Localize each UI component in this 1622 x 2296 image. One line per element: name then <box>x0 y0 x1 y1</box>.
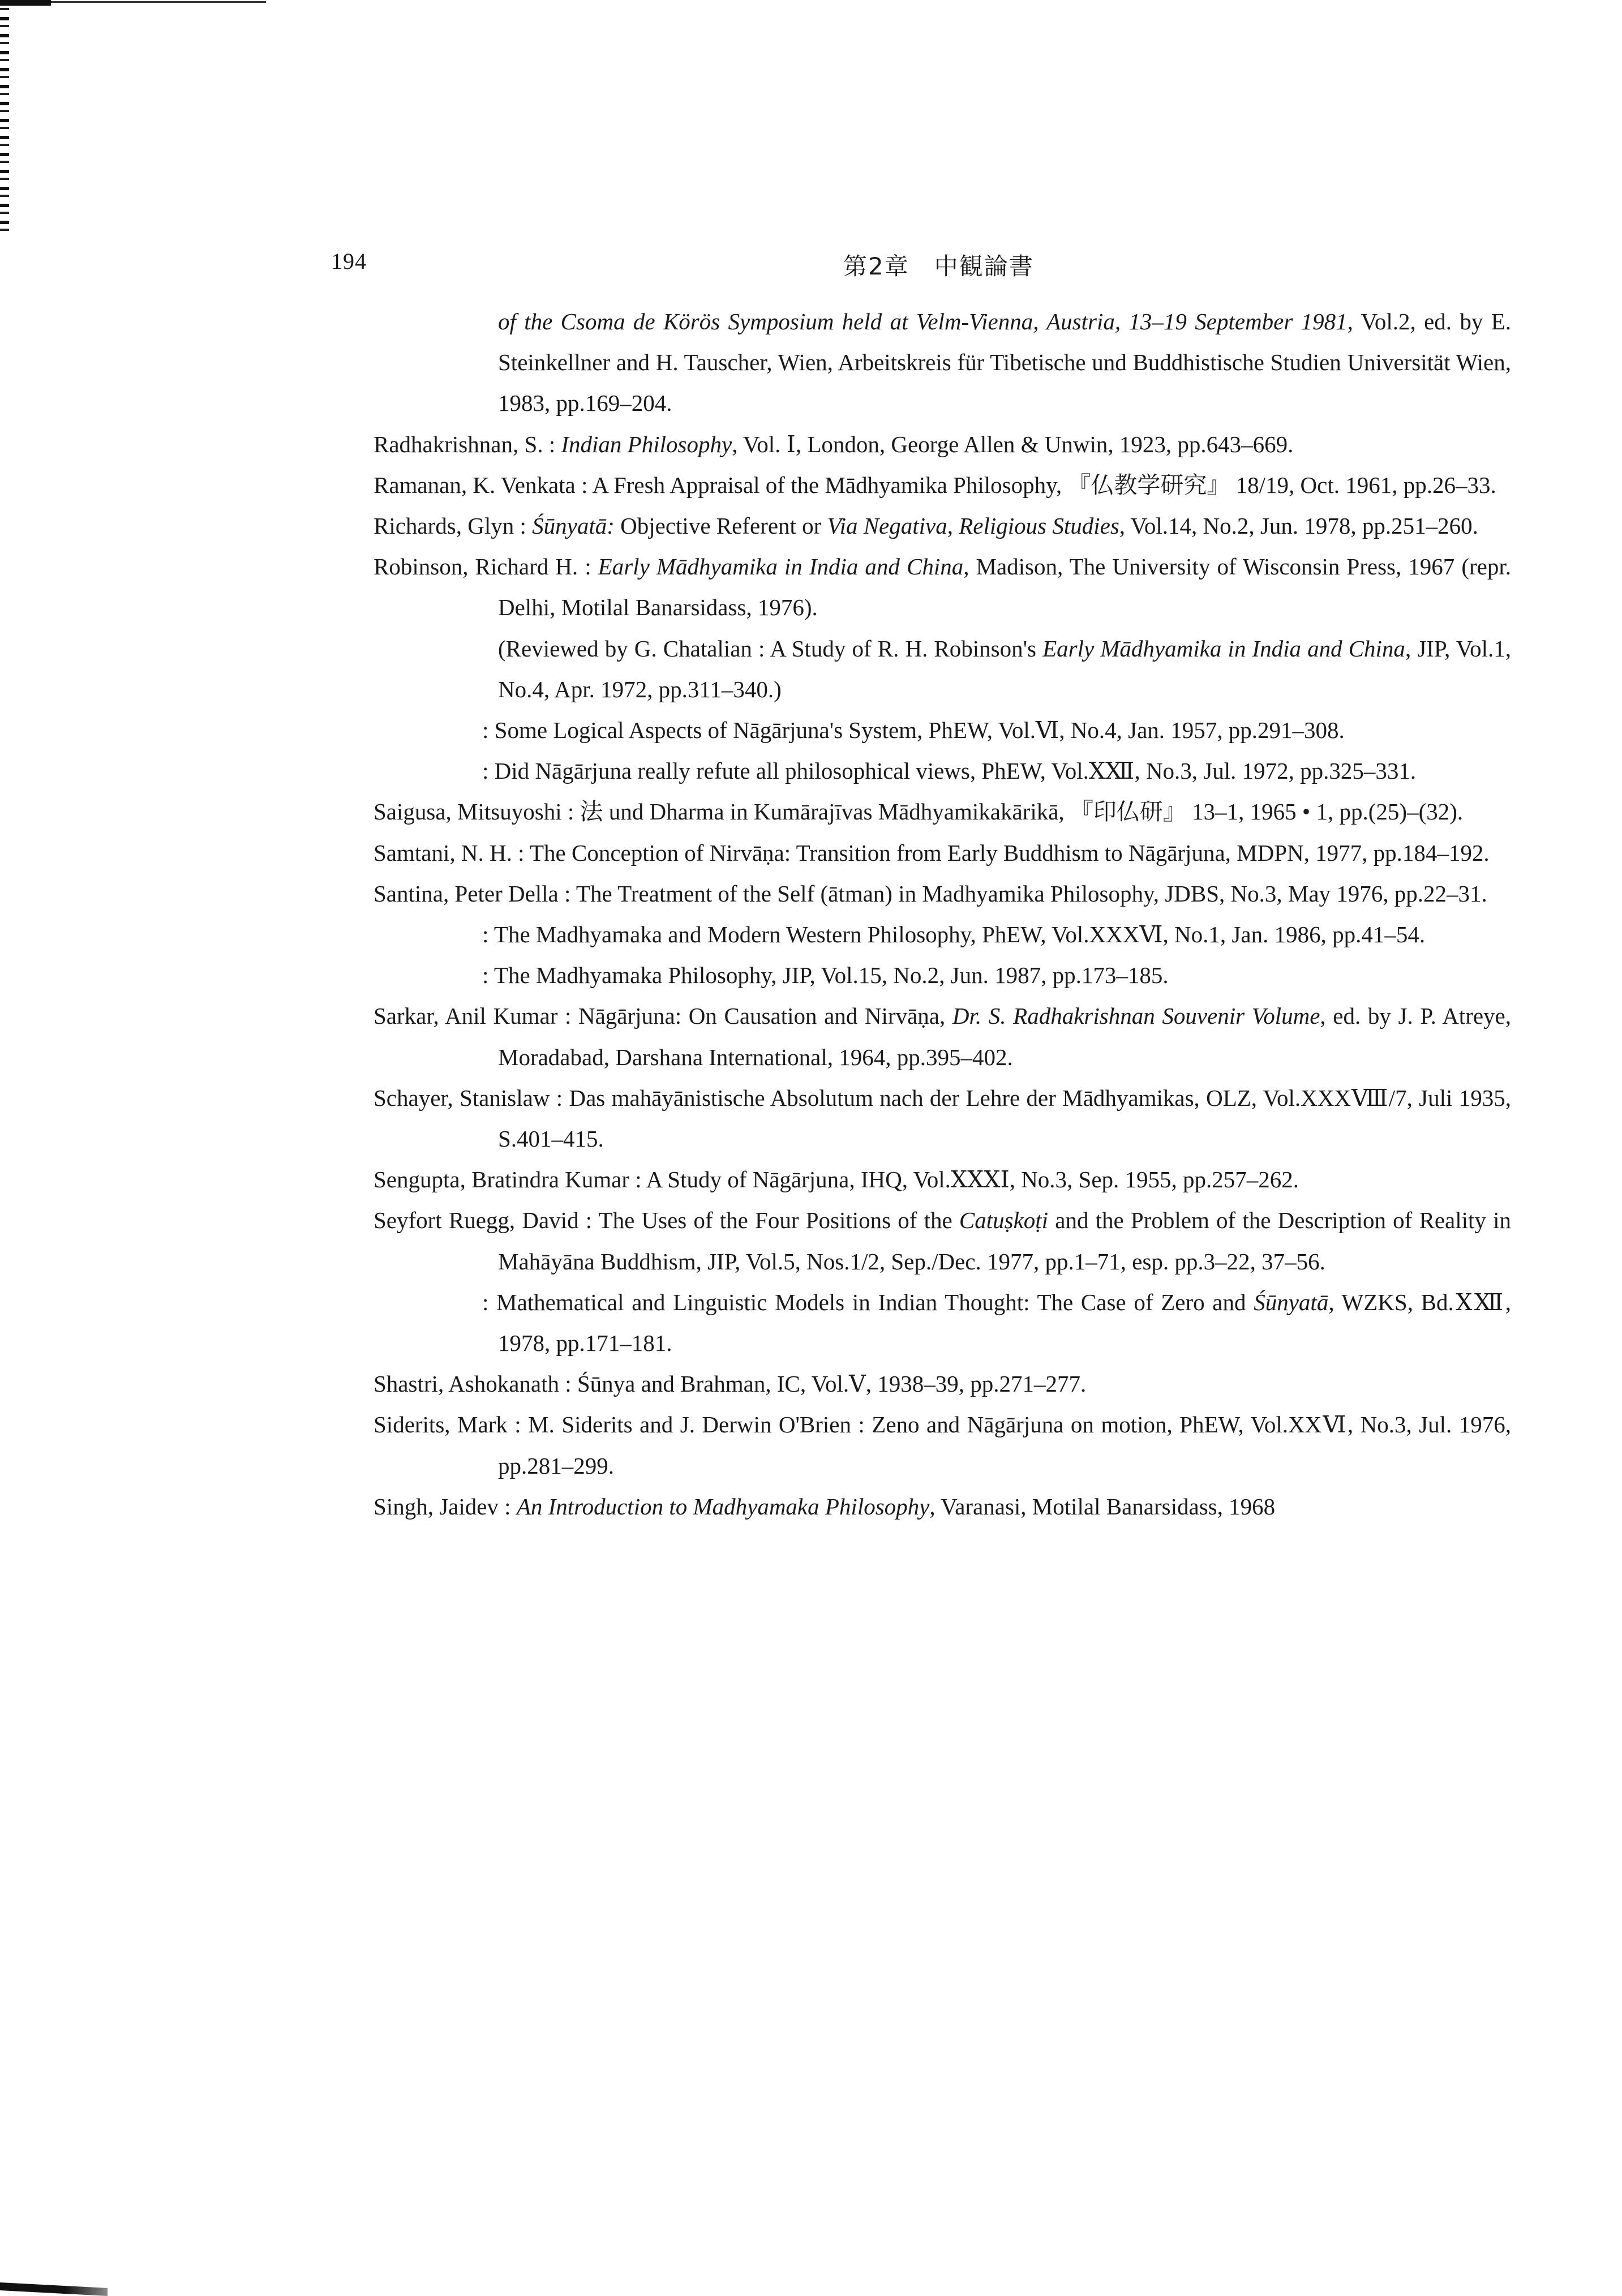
bibliography-list <box>374 301 1511 1527</box>
scan-edge-top-line <box>51 1 266 3</box>
bibliography-entry <box>374 465 1511 505</box>
entry-text: Saigusa, Mitsuyoshi : 法 und Dharma in Kumārajīvas Mādhyamikakārikā, 『印仏研』 13–1, 1965 • 1, pp.(25)–(32). <box>374 799 1464 825</box>
entry-text: Siderits, Mark : M. Siderits and J. Derwin O'Brien : Zeno and Nāgārjuna on motion, PhEW, Vol.XXⅥ, No.3, Jul. 1976, pp.281–299. <box>374 1411 1511 1479</box>
entry-title-italic: Early Mādhyamika in India and China <box>598 553 964 580</box>
entry-title-italic: An Introduction to Madhyamaka Philosophy <box>516 1493 930 1520</box>
entry-title-italic: Śūnyatā <box>1254 1289 1329 1315</box>
bibliography-entry <box>374 1404 1511 1486</box>
entry-text: Samtani, N. H. : The Conception of Nirvāṇa: Transition from Early Buddhism to Nāgārjuna, MDPN, 1977, pp.184–192. <box>374 839 1490 866</box>
entry-text: Santina, Peter Della : The Treatment of the Self (ātman) in Madhyamika Philosophy, JDBS, No.3, May 1976, pp.22–31. <box>374 880 1487 907</box>
bibliography-entry <box>374 424 1511 465</box>
entry-text: : The Madhyamaka and Modern Western Philosophy, PhEW, Vol.XXXⅥ, No.1, Jan. 1986, pp.41–54. <box>482 921 1426 948</box>
entry-text: : Mathematical and Linguistic Models in Indian Thought: The Case of Zero and <box>482 1289 1254 1315</box>
page-number: 194 <box>331 248 367 274</box>
bibliography-entry <box>374 1200 1511 1281</box>
entry-title-italic: Via Negativa <box>827 513 947 539</box>
entry-text: Schayer, Stanislaw : Das mahāyānistische Absolutum nach der Lehre der Mādhyamikas, OLZ, Vol.XXXⅧ/7, Juli 1935, S.401–415. <box>374 1084 1511 1152</box>
entry-text: : Some Logical Aspects of Nāgārjuna's System, PhEW, Vol.Ⅵ, No.4, Jan. 1957, pp.291–308. <box>482 717 1345 744</box>
bibliography-entry <box>374 505 1511 546</box>
entry-text: , Varanasi, Motilal Banarsidass, 1968 <box>929 1493 1276 1520</box>
entry-title-italic: Religious Studies <box>959 513 1119 539</box>
bibliography-entry <box>374 791 1511 832</box>
running-head: 第2章 中観論書 <box>843 252 1034 280</box>
entry-text: Ramanan, K. Venkata : A Fresh Appraisal of the Mādhyamika Philosophy, 『仏教学研究』 18/19, Oct. 1961, pp.26–33. <box>374 471 1496 498</box>
entry-text: and the Problem of the Description of Reality in Mahāyāna Buddhism, JIP, Vol.5, Nos.1/2, Sep./Dec. 1977, pp.1–71, esp. pp.3–22, 37–56. <box>498 1207 1511 1274</box>
bibliography-entry <box>374 1486 1511 1527</box>
entry-text: Singh, Jaidev : <box>374 1493 517 1520</box>
entry-title-italic: Indian Philosophy <box>561 431 732 457</box>
bibliography-entry <box>374 710 1511 750</box>
entry-text: , Madison, The University of Wisconsin Press, 1967 (repr. Delhi, Motilal Banarsidass, 1976). <box>498 553 1511 621</box>
bibliography-entry <box>374 995 1511 1077</box>
bibliography-entry <box>374 1078 1511 1159</box>
bibliography-entry <box>374 750 1511 791</box>
scan-edge-left <box>0 0 9 238</box>
entry-title-italic: Catuṣkoṭi <box>959 1207 1049 1234</box>
entry-text: , Vol.2, ed. by E. Steinkellner and H. Tauscher, Wien, Arbeitskreis für Tibetische und Buddhistische Studien Universität Wien, 1983, pp.169–204. <box>498 308 1512 417</box>
bibliography-entry <box>374 832 1511 873</box>
bibliography-entry <box>374 1159 1511 1200</box>
entry-text: , <box>947 513 959 539</box>
entry-text: , Vol. Ⅰ, London, George Allen & Unwin, 1923, pp.643–669. <box>732 431 1294 457</box>
entry-text: , Vol.14, No.2, Jun. 1978, pp.251–260. <box>1119 513 1478 539</box>
entry-text: , ed. by J. P. Atreye, Moradabad, Darshana International, 1964, pp.395–402. <box>498 1003 1511 1070</box>
bibliography-entry <box>374 1363 1511 1404</box>
bibliography-entry <box>374 873 1511 914</box>
entry-text: , WZKS, Bd.ⅩⅫ, 1978, pp.171–181. <box>498 1289 1511 1357</box>
entry-text: Radhakrishnan, S. : <box>374 431 561 457</box>
bibliography-entry <box>374 301 1511 424</box>
entry-text: Objective Referent or <box>614 513 827 539</box>
entry-text: (Reviewed by G. Chatalian : A Study of R. H. Robinson's <box>498 635 1043 662</box>
bibliography-entry <box>374 955 1511 995</box>
entry-text: Sarkar, Anil Kumar : Nāgārjuna: On Causation and Nirvāṇa, <box>374 1003 952 1029</box>
entry-title-italic: Early Mādhyamika in India and China <box>1042 635 1405 662</box>
bibliography-entry <box>374 914 1511 955</box>
entry-title-italic: Śūnyatā: <box>532 513 615 539</box>
entry-text: : Did Nāgārjuna really refute all philosophical views, PhEW, Vol.ⅩⅫ, No.3, Jul. 1972, pp.325–331. <box>482 758 1417 784</box>
entry-title-italic: Dr. S. Radhakrishnan Souvenir Volume <box>952 1003 1320 1029</box>
entry-title-italic: of the Csoma de Körös Symposium held at Velm-Vienna, Austria, 13–19 September 1981 <box>498 308 1348 334</box>
entry-text: : The Madhyamaka Philosophy, JIP, Vol.15, No.2, Jun. 1987, pp.173–185. <box>482 962 1169 989</box>
scan-edge-bottom <box>0 2282 108 2296</box>
scan-edge-top <box>0 0 51 6</box>
entry-text: , JIP, Vol.1, No.4, Apr. 1972, pp.311–340.) <box>498 635 1511 702</box>
entry-text: Robinson, Richard H. : <box>374 553 598 580</box>
entry-text: Richards, Glyn : <box>374 513 533 539</box>
bibliography-entry <box>374 546 1511 628</box>
bibliography-entry <box>374 1282 1511 1363</box>
bibliography-entry <box>374 628 1511 710</box>
entry-text: Shastri, Ashokanath : Śūnya and Brahman, IC, Vol.Ⅴ, 1938–39, pp.271–277. <box>374 1371 1087 1397</box>
entry-text: Seyfort Ruegg, David : The Uses of the Four Positions of the <box>374 1207 959 1234</box>
entry-text: Sengupta, Bratindra Kumar : A Study of Nāgārjuna, IHQ, Vol.ⅩⅩⅩⅠ, No.3, Sep. 1955, pp.257–262. <box>374 1166 1299 1193</box>
